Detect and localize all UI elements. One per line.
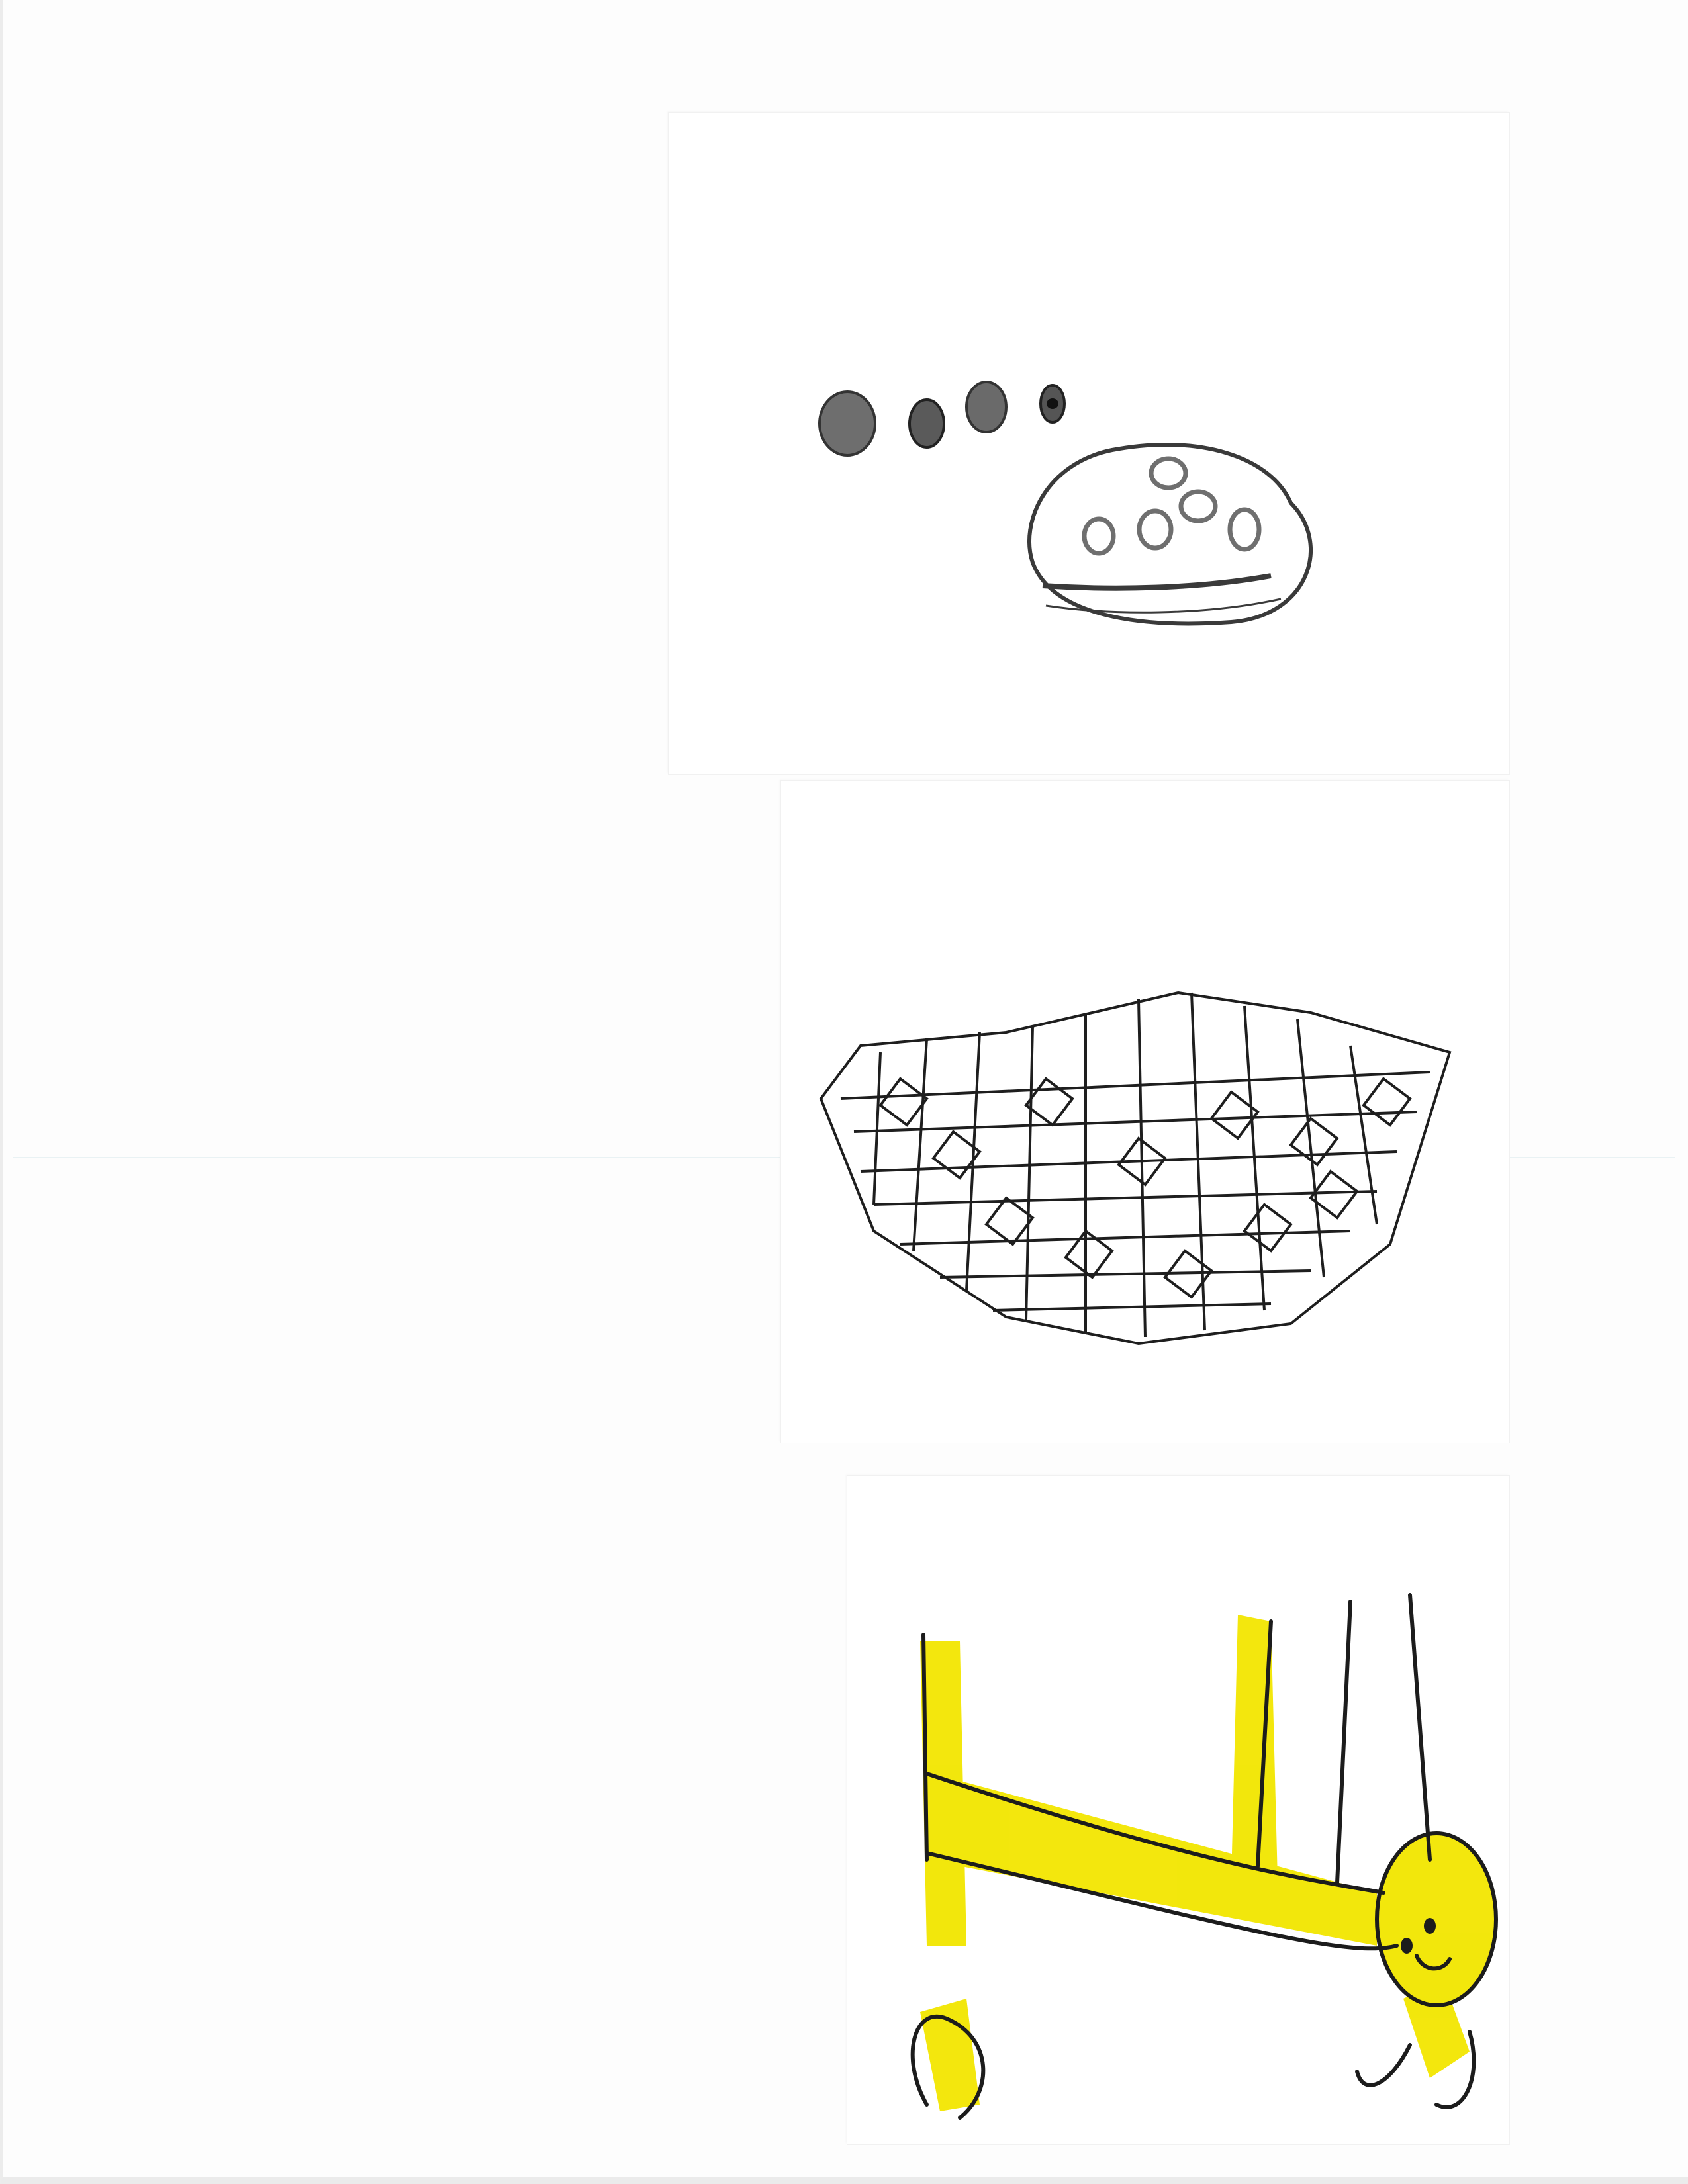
mouse-3 (910, 400, 944, 447)
mouse-1 (1041, 385, 1064, 422)
poem-personal-pillow (371, 93, 1509, 774)
pillow-fluff (1084, 459, 1259, 553)
dog-illustration (847, 1476, 1509, 2144)
drawing-mice-and-pillow (669, 113, 1509, 774)
pillow-band (1043, 576, 1271, 588)
dog-coloring (920, 1615, 1496, 2111)
mouse-2 (966, 382, 1006, 432)
blocks-pile-illustration (781, 781, 1509, 1443)
drawing-yellow-dog (847, 1476, 1509, 2144)
poem-blocks (430, 768, 1509, 1443)
poem-daisy (576, 1449, 1509, 2144)
mouse-4 (820, 392, 875, 455)
blocks-scribble (821, 993, 1450, 1343)
drawing-pile-of-blocks (781, 781, 1509, 1443)
mice-pillow-illustration (669, 113, 1509, 774)
